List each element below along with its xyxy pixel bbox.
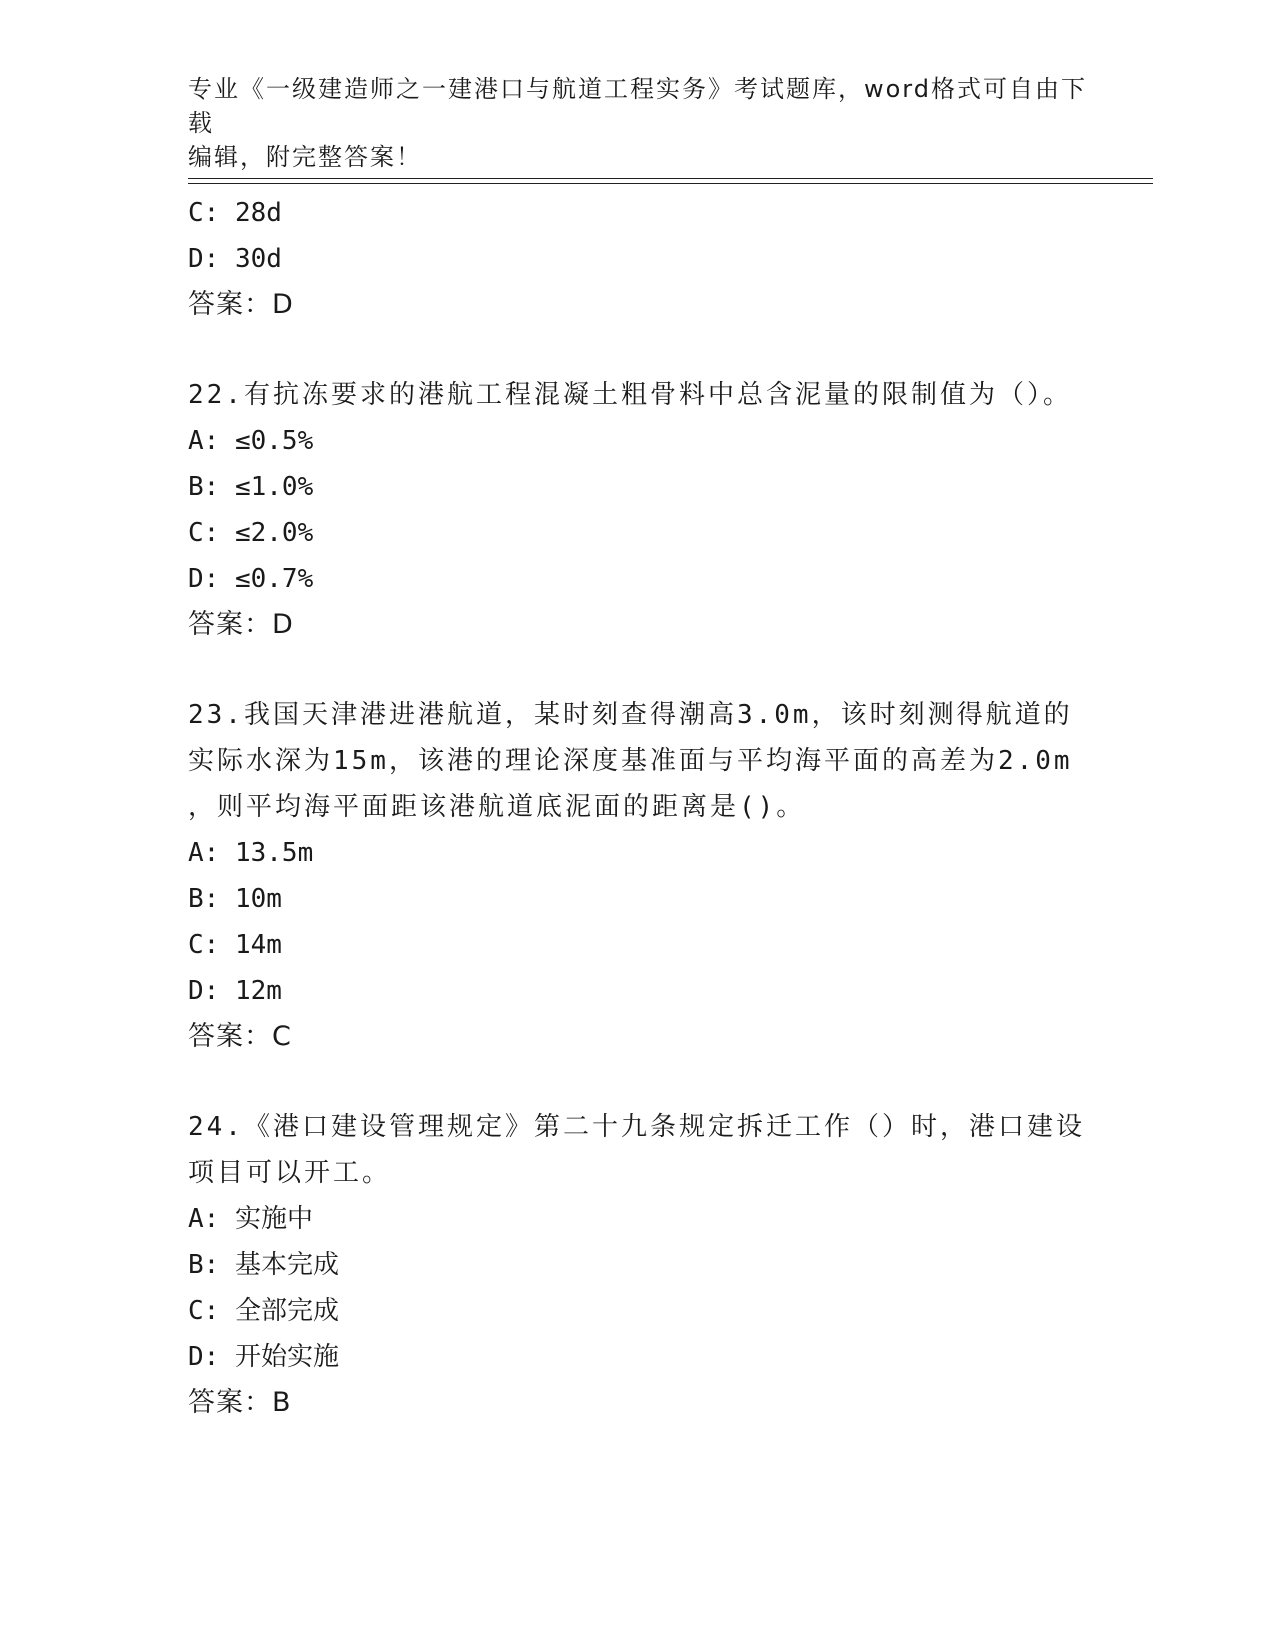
answer-line: 答案：D <box>188 609 294 640</box>
answer-line: 答案：B <box>188 1387 292 1418</box>
option-b: B: 10m <box>188 884 282 914</box>
document-header <box>188 72 1088 174</box>
question-24 <box>188 1104 1085 1426</box>
question-text: 22.有抗冻要求的港航工程混凝土粗骨料中总含泥量的限制值为（）。 <box>188 380 1072 410</box>
question-text-line-2: 项目可以开工。 <box>188 1158 392 1188</box>
option-d: D: 开始实施 <box>188 1342 339 1372</box>
option-a: A: 实施中 <box>188 1204 313 1234</box>
option-c: C: ≤2.0% <box>188 518 314 548</box>
question-22 <box>188 372 1078 648</box>
question-text-line-1: 23.我国天津港进港航道，某时刻查得潮高3.0m，该时刻测得航道的 <box>188 700 1073 730</box>
option-c: C: 28d <box>188 198 282 228</box>
question-21-tail <box>188 190 1078 328</box>
question-23 <box>188 692 1078 1060</box>
option-a: A: ≤0.5% <box>188 426 314 456</box>
question-list <box>188 190 1085 1426</box>
option-c: C: 14m <box>188 930 282 960</box>
option-a: A: 13.5m <box>188 838 314 868</box>
header-divider-bottom <box>188 183 1153 184</box>
option-d: D: 12m <box>188 976 282 1006</box>
question-text-line-2: 实际水深为15m，该港的理论深度基准面与平均海平面的高差为2.0m <box>188 746 1073 776</box>
option-b: B: 基本完成 <box>188 1250 339 1280</box>
option-d: D: ≤0.7% <box>188 564 314 594</box>
header-line-2: 编辑，附完整答案！ <box>188 143 422 171</box>
answer-line: 答案：C <box>188 1021 292 1052</box>
header-line-1: 专业《一级建造师之一建港口与航道工程实务》考试题库，word格式可自由下载 <box>188 75 1087 137</box>
option-b: B: ≤1.0% <box>188 472 314 502</box>
answer-line: 答案：D <box>188 289 294 320</box>
option-c: C: 全部完成 <box>188 1296 339 1326</box>
question-text-line-1: 24.《港口建设管理规定》第二十九条规定拆迁工作（）时，港口建设 <box>188 1112 1085 1142</box>
header-divider-top <box>188 178 1153 179</box>
option-d: D: 30d <box>188 244 282 274</box>
question-text-line-3: ，则平均海平面距该港航道底泥面的距离是()。 <box>188 792 806 822</box>
